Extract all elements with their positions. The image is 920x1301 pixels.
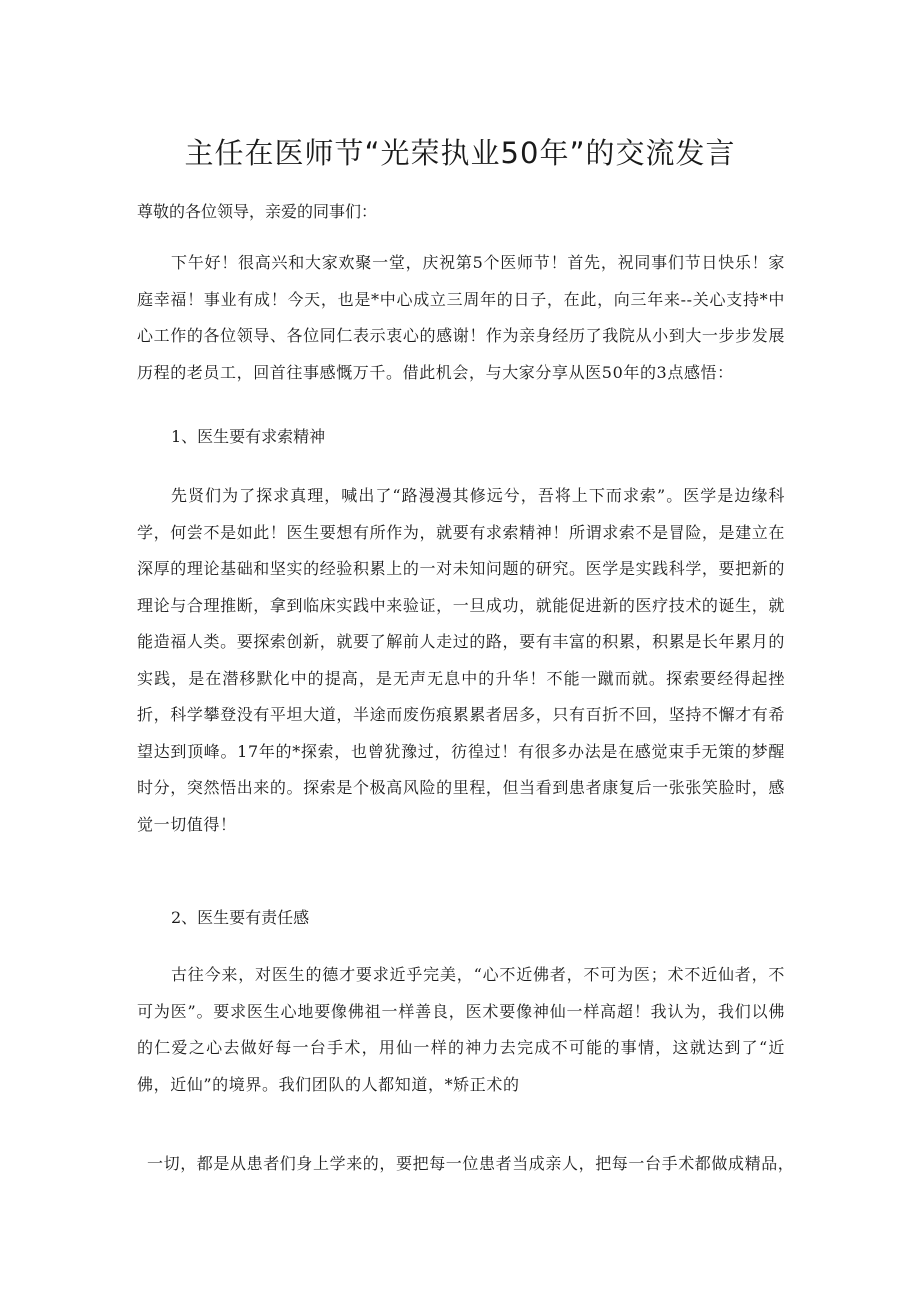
paragraph-continuation: 一切，都是从患者们身上学来的，要把每一位患者当成亲人，把每一台手术都做成精品， bbox=[147, 1154, 795, 1173]
section-heading-2: 2、医生要有责任感 bbox=[171, 908, 310, 927]
paragraph-responsibility: 古往今来，对医生的德才要求近乎完美，“心不近佛者，不可为医；术不近仙者，不可为医”。要求医生心地要像佛祖一样善良，医术要像神仙一样高超！我认为，我们以佛的仁爱之心去做好每一台手术，用仙一样的神力去完成不可能的事情，这就达到了“近佛，近仙”的境界。我们团队的人都知道，*矫正术的 bbox=[137, 965, 785, 1094]
paragraph-opening: 下午好！很高兴和大家欢聚一堂，庆祝第5个医师节！首先，祝同事们节日快乐！家庭幸福！事业有成！今天，也是*中心成立三周年的日子，在此，向三年来--关心支持*中心工作的各位领导、各位同仁表示衷心的感谢！作为亲身经历了我院从小到大一步步发展历程的老员工，回首往事感慨万千。借此机会，与大家分享从医50年的3点感悟： bbox=[137, 253, 785, 382]
salutation: 尊敬的各位领导，亲爱的同事们： bbox=[137, 202, 378, 221]
section-heading-1: 1、医生要有求索精神 bbox=[171, 427, 326, 446]
paragraph-exploration: 先贤们为了探求真理，喊出了“路漫漫其修远兮，吾将上下而求索”。医学是边缘科学，何尝不是如此！医生要想有所作为，就要有求索精神！所谓求索不是冒险，是建立在深厚的理论基础和坚实的经验积累上的一对未知问题的研究。医学是实践科学，要把新的理论与合理推断，拿到临床实践中来验证，一旦成功，就能促进新的医疗技术的诞生，就能造福人类。要探索创新，就要了解前人走过的路，要有丰富的积累，积累是长年累月的实践，是在潜移默化中的提高，是无声无息中的升华！不能一蹴而就。探索要经得起挫折，科学攀登没有平坦大道，半途而废伤痕累累者居多，只有百折不回，坚持不懈才有希望达到顶峰。17年的*探索，也曾犹豫过，彷徨过！有很多办法是在感觉束手无策的梦醒时分，突然悟出来的。探索是个极高风险的里程，但当看到患者康复后一张张笑脸时，感觉一切值得！ bbox=[137, 486, 785, 834]
document-title: 主任在医师节“光荣执业50年”的交流发言 bbox=[184, 136, 736, 170]
